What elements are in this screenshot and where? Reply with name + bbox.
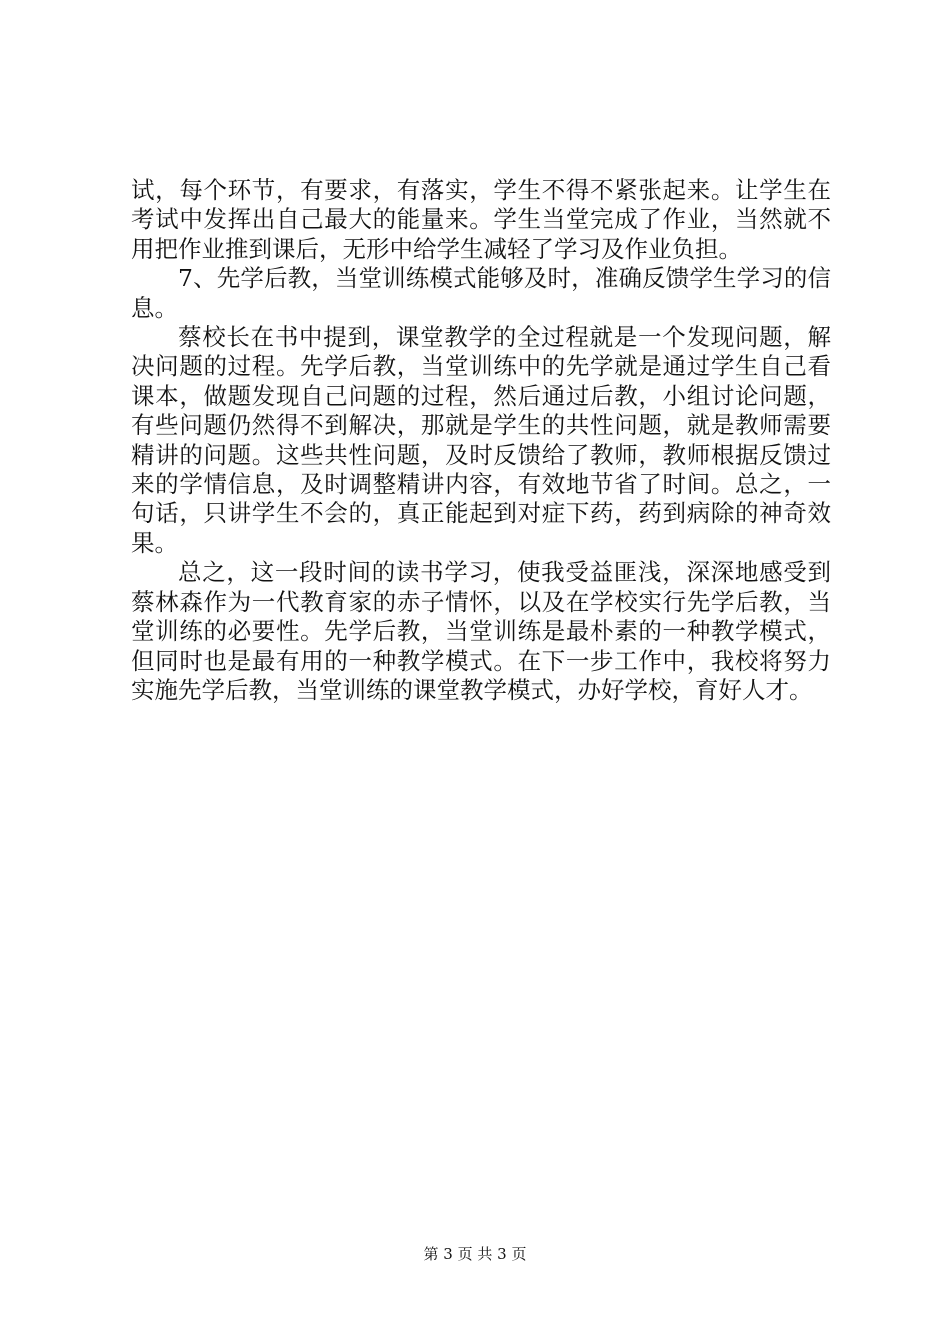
document-body (131, 176, 831, 705)
paragraph-point-7: 7、先学后教，当堂训练模式能够及时，准确反馈学生学习的信息。 (131, 264, 831, 322)
paragraph-explanation: 蔡校长在书中提到，课堂教学的全过程就是一个发现问题，解决问题的过程。先学后教，当堂训练中的先学就是通过学生自己看课本，做题发现自己问题的过程，然后通过后教，小组讨论问题，有些问题仍然得不到解决，那就是学生的共性问题，就是教师需要精讲的问题。这些共性问题，及时反馈给了教师，教师根据反馈过来的学情信息，及时调整精讲内容，有效地节省了时间。总之，一句话，只讲学生不会的，真正能起到对症下药，药到病除的神奇效果。 (131, 323, 831, 557)
paragraph-continuation: 试，每个环节，有要求，有落实，学生不得不紧张起来。让学生在考试中发挥出自己最大的能量来。学生当堂完成了作业，当然就不用把作业推到课后，无形中给学生减轻了学习及作业负担。 (131, 176, 831, 263)
paragraph-conclusion: 总之，这一段时间的读书学习，使我受益匪浅，深深地感受到蔡林森作为一代教育家的赤子情怀，以及在学校实行先学后教，当堂训练的必要性。先学后教，当堂训练是最朴素的一种教学模式，但同时也是最有用的一种教学模式。在下一步工作中，我校将努力实施先学后教，当堂训练的课堂教学模式，办好学校，育好人才。 (131, 558, 831, 704)
page-number-footer: 第 3 页 共 3 页 (423, 1245, 527, 1263)
